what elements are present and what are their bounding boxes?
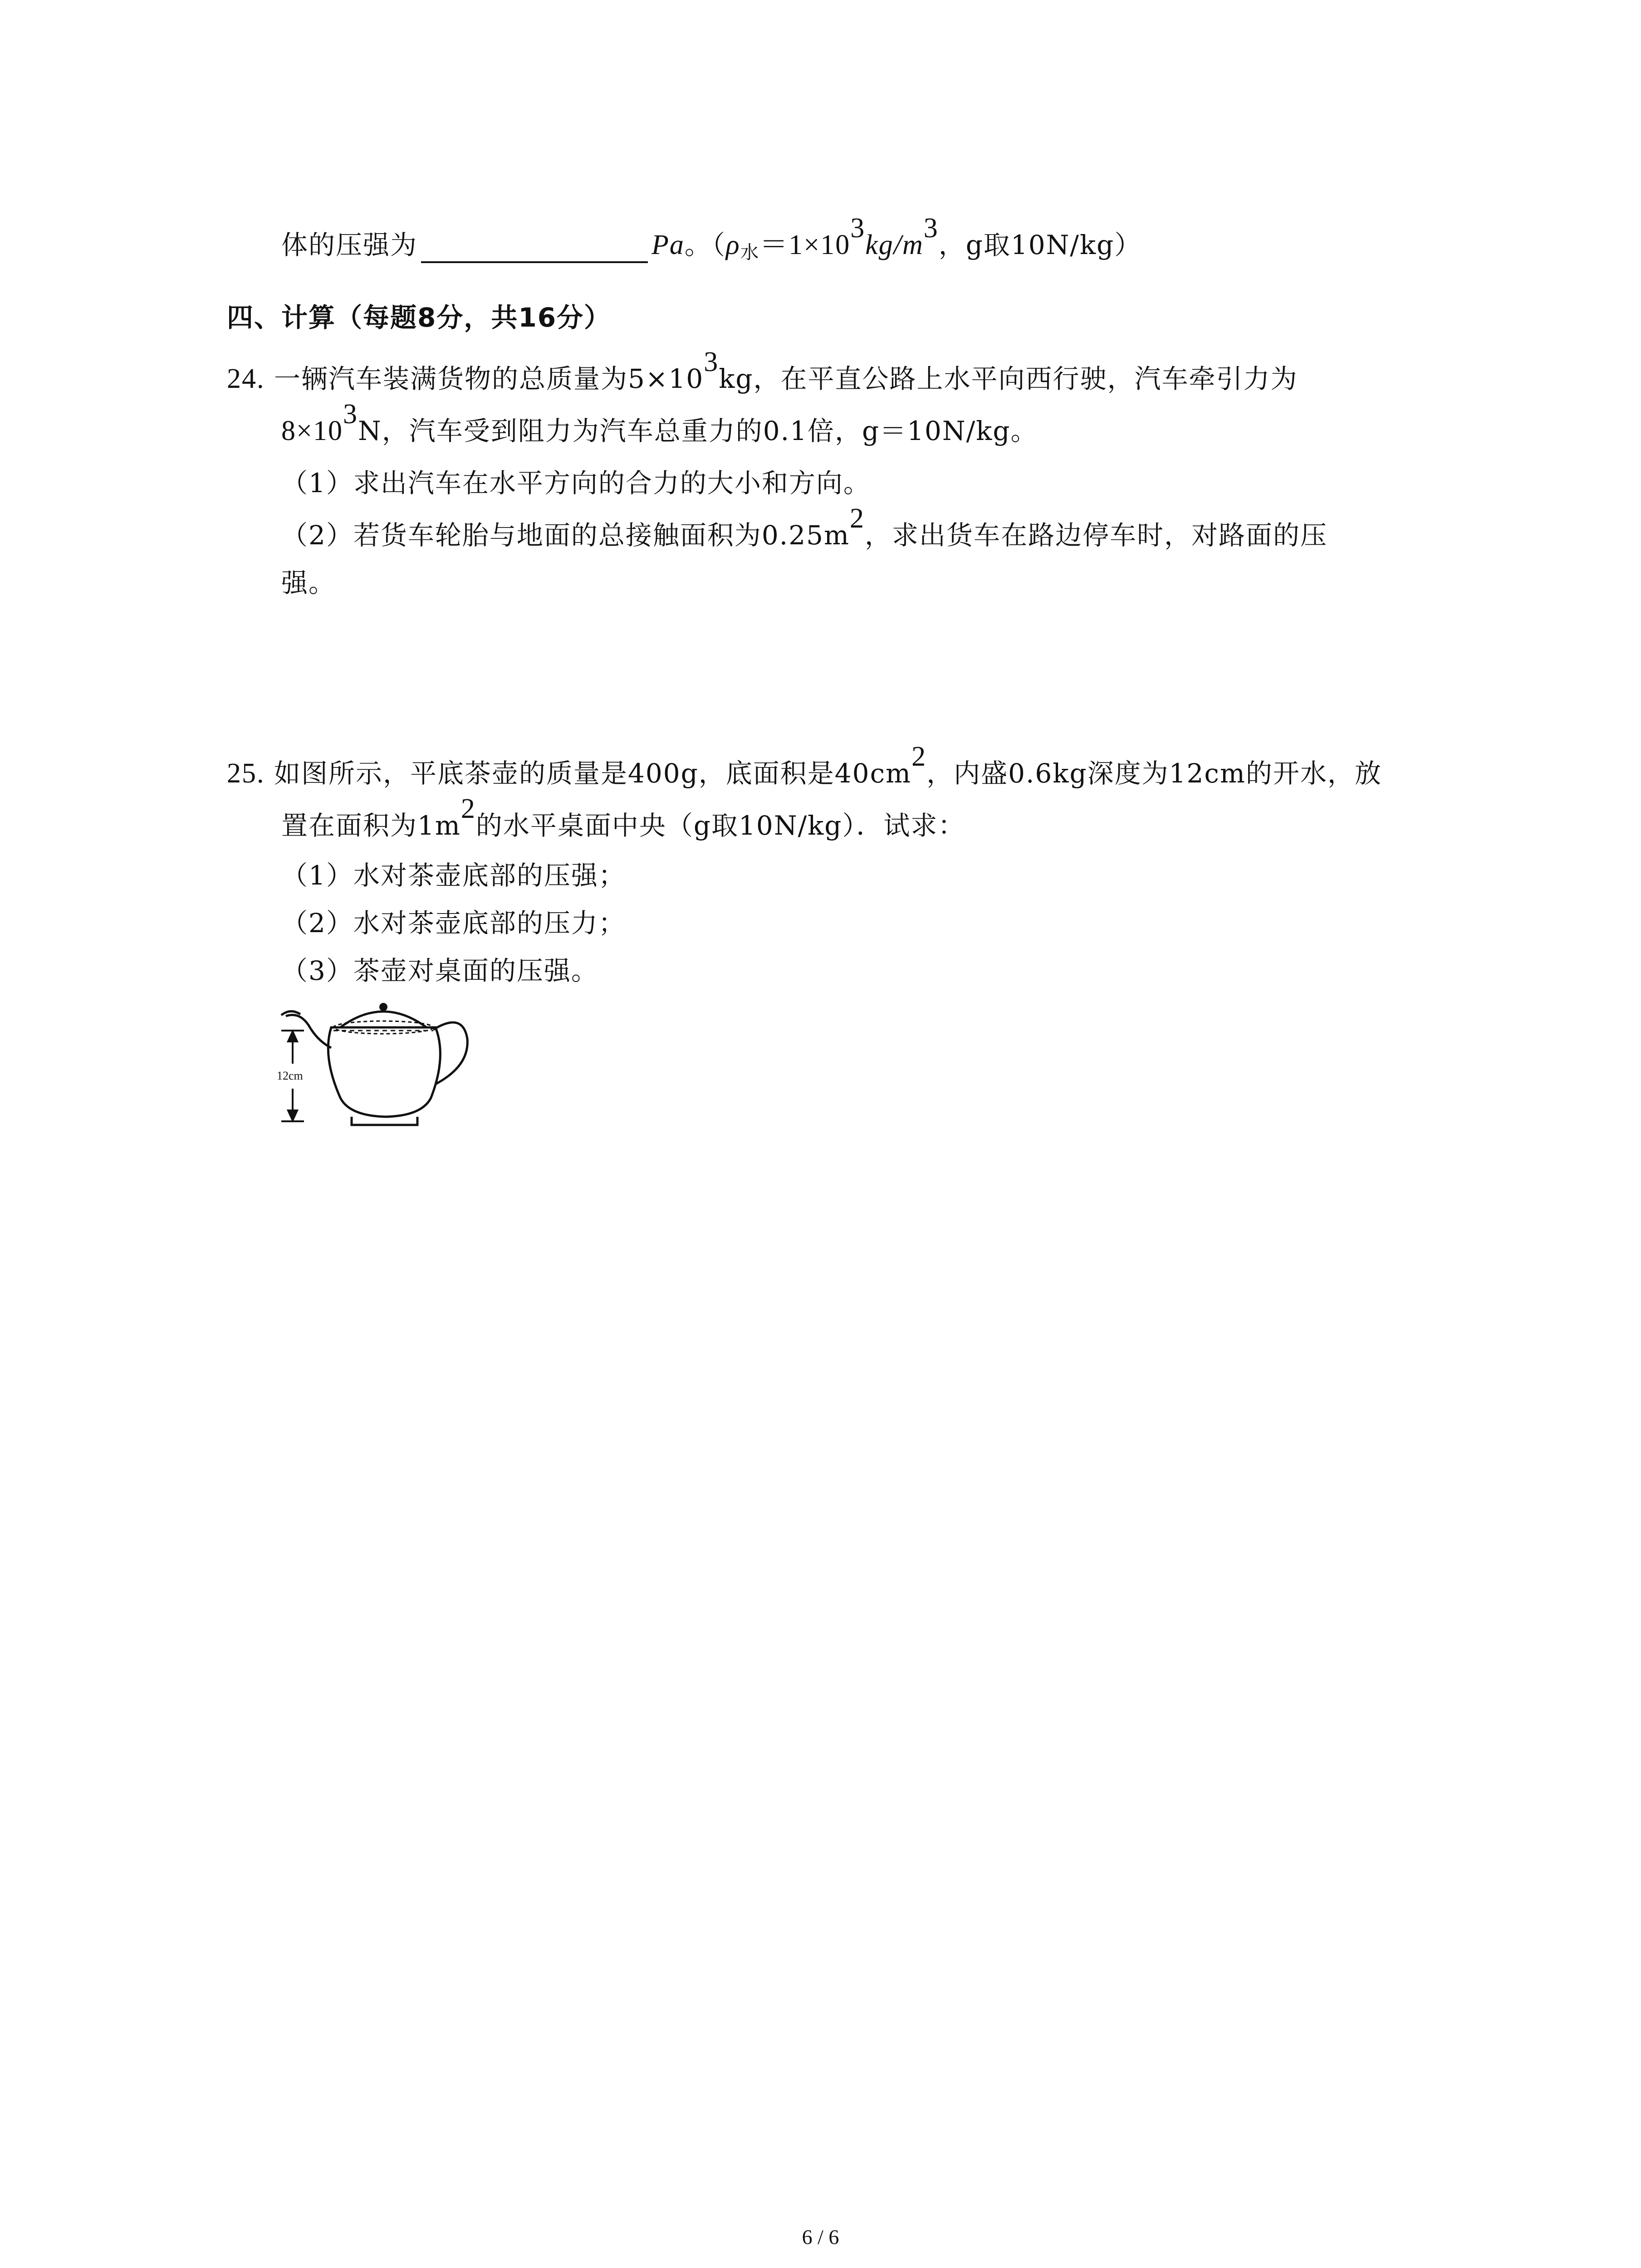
q25-part-1: （1）水对茶壶底部的压强； (281, 860, 626, 891)
q23-unit: Pa (652, 230, 685, 260)
q25-text-line2-cont: 的水平桌面中央（g取10N/kg）．试求： (475, 810, 965, 841)
teapot-base (352, 1117, 417, 1125)
q24-exponent: 3 (704, 346, 719, 377)
q25-number: 25. (227, 758, 265, 789)
q25-part-3: （3）茶壶对桌面的压强。 (281, 955, 598, 986)
q24-line-2 (281, 398, 1038, 449)
q24-part2-text-cont: ，求出货车在路边停车时，对路面的压 (865, 520, 1328, 551)
q25-exponent: 2 (911, 741, 927, 772)
q25-text: 如图所示，平底茶壶的质量是400g，底面积是40cm (274, 758, 912, 789)
q24-part2-exponent: 2 (850, 503, 865, 534)
teapot-figure (272, 998, 481, 1139)
teapot-body (328, 1027, 440, 1117)
q23-prefix: 体的压强为 (281, 230, 418, 260)
answer-blank[interactable] (421, 236, 648, 263)
q24-force: 8×10 (281, 415, 343, 446)
q24-number: 24. (227, 363, 265, 394)
g-value: ，g取10N/kg） (938, 230, 1142, 260)
teapot-lid (340, 1012, 426, 1027)
q24-part-1: （1）求出汽车在水平方向的合力的大小和方向。 (281, 468, 871, 499)
q24-text: 一辆汽车装满货物的总质量为5×10 (274, 363, 704, 394)
lid-knob (379, 1003, 387, 1011)
rho-exponent: 3 (850, 212, 866, 244)
q25-part-2: （2）水对茶壶底部的压力； (281, 908, 626, 938)
q25-exponent-2: 2 (460, 793, 476, 824)
q24-line-1 (227, 346, 1298, 397)
q24-part2-text: （2）若货车轮胎与地面的总接触面积为0.25m (281, 520, 850, 551)
q24-part-2 (281, 503, 1328, 553)
page-number: 6 / 6 (802, 2225, 839, 2248)
rho-unit-exponent: 3 (923, 212, 939, 244)
q25-text-line2: 置在面积为1m (281, 810, 461, 841)
q24-part-2-tail: 强。 (281, 567, 336, 598)
q23-paren: 。（ (684, 230, 726, 260)
depth-label: 12cm (277, 1069, 303, 1082)
q25-line-2 (281, 793, 965, 844)
q24-force-exponent: 3 (343, 398, 358, 430)
section-heading: 四、计算（每题8分，共16分） (227, 302, 612, 333)
rho-symbol: ρ (725, 230, 740, 260)
q25-text-cont: ，内盛0.6kg深度为12cm的开水，放 (926, 758, 1382, 789)
rho-subscript: 水 (740, 241, 760, 264)
q23-tail-line (281, 212, 1142, 264)
q24-text-cont: kg，在平直公路上水平向西行驶，汽车牵引力为 (719, 363, 1298, 394)
q25-line-1 (227, 741, 1382, 792)
q24-text-line2: N，汽车受到阻力为汽车总重力的0.1倍，g＝10N/kg。 (358, 415, 1038, 446)
rho-unit: kg/m (865, 230, 924, 260)
rho-value: ＝1×10 (759, 230, 851, 260)
